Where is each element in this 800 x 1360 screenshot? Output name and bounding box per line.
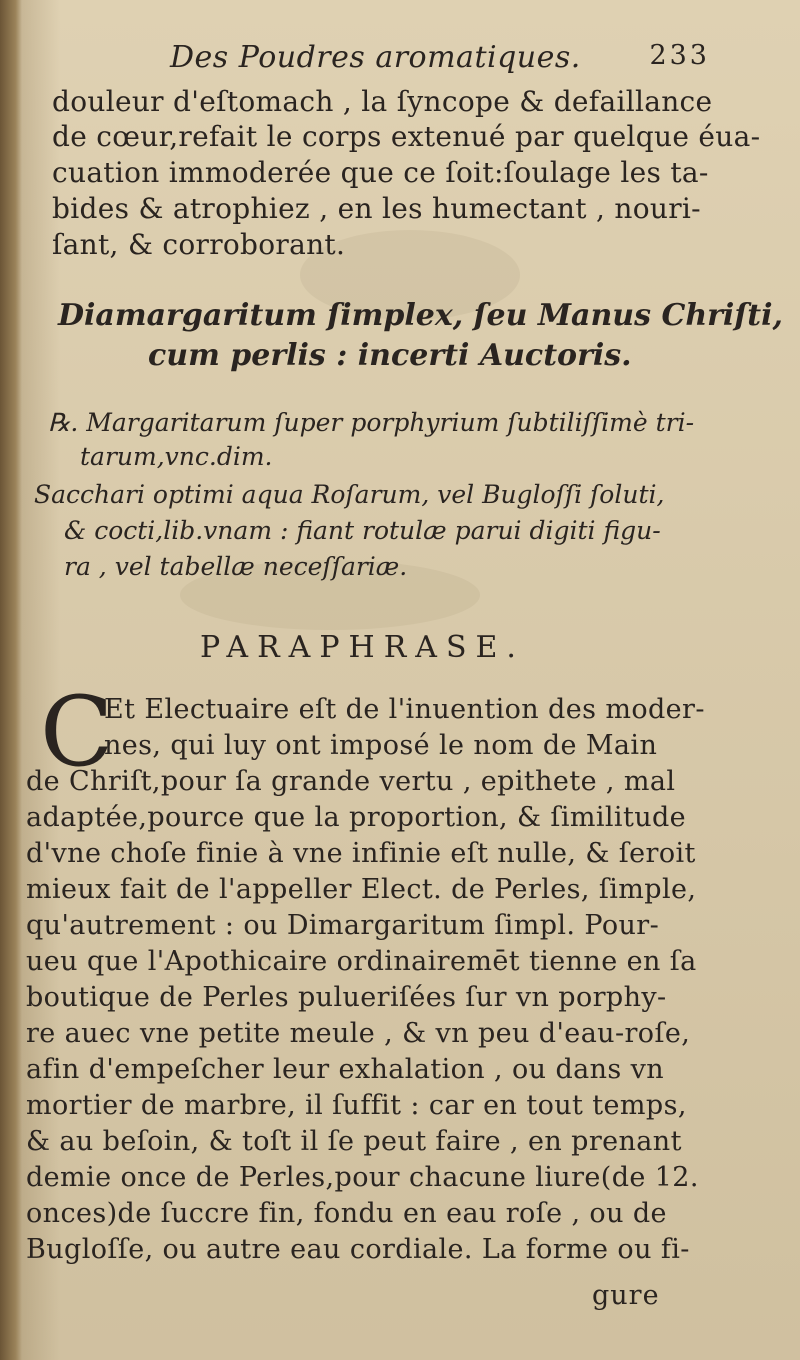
recipe-line: & cocti,lib.vnam : fiant rotulæ parui digiti figu- bbox=[64, 516, 661, 545]
body-line: nes, qui luy ont imposé le nom de Main bbox=[104, 730, 658, 761]
catchword: gure bbox=[592, 1280, 660, 1311]
body-line: Et Electuaire eſt de l'inuention des moder- bbox=[104, 694, 705, 725]
body-line: d'vne choſe finie à vne infinie eſt nulle, & ſeroit bbox=[26, 838, 696, 869]
body-line: demie once de Perles,pour chacune liure(de 12. bbox=[26, 1162, 699, 1193]
body-line: onces)de ſuccre fin, fondu en eau roſe , ou de bbox=[26, 1198, 667, 1229]
body-line: Bugloſſe, ou autre eau cordiale. La forme ou fi- bbox=[26, 1234, 690, 1265]
body-line: de Chriſt,pour ſa grande vertu , epithete , mal bbox=[26, 766, 676, 797]
recipe-line: tarum,vnc.dim. bbox=[80, 442, 273, 471]
body-line: afin d'empeſcher leur exhalation , ou dans vn bbox=[26, 1054, 665, 1085]
body-line: mieux fait de l'appeller Elect. de Perles, ſimple, bbox=[26, 874, 697, 905]
recipe-heading: Diamargaritum ſimplex, ſeu Manus Chriſti, bbox=[58, 298, 783, 333]
intro-line: bides & atrophiez , en les humectant , nouri- bbox=[52, 192, 701, 225]
running-head-title: Des Poudres aromatiques. bbox=[170, 40, 581, 75]
running-head bbox=[170, 40, 730, 80]
intro-line: cuation immoderée que ce ſoit:ſoulage les ta- bbox=[52, 156, 709, 189]
page-number: 233 bbox=[649, 40, 710, 71]
recipe-line: ℞. Margaritarum ſuper porphyrium ſubtiliſſimè tri- bbox=[48, 408, 695, 437]
gutter-shadow bbox=[0, 0, 22, 1360]
recipe-line: ra , vel tabellæ neceſſariæ. bbox=[64, 552, 408, 581]
body-line: ueu que l'Apothicaire ordinairemēt tienne en ſa bbox=[26, 946, 697, 977]
body-line: adaptée,pource que la proportion, & ſimilitude bbox=[26, 802, 687, 833]
recipe-subheading: cum perlis : incerti Auctoris. bbox=[148, 338, 632, 373]
body-line: & au beſoin, & toſt il ſe peut faire , en prenant bbox=[26, 1126, 682, 1157]
body-line: boutique de Perles pulueriſées ſur vn porphy- bbox=[26, 982, 667, 1013]
intro-line: douleur d'eſtomach , la ſyncope & defaillance bbox=[52, 85, 713, 118]
body-line: qu'autrement : ou Dimargaritum ſimpl. Pour- bbox=[26, 910, 660, 941]
intro-line: ſant, & corroborant. bbox=[52, 228, 346, 261]
body-line: mortier de marbre, il ſuffit : car en tout temps, bbox=[26, 1090, 687, 1121]
intro-line: de cœur,refait le corps extenué par quelque éua- bbox=[52, 120, 761, 153]
recipe-line: Sacchari optimi aqua Roſarum, vel Bugloſſi ſoluti, bbox=[34, 480, 665, 509]
body-line: re auec vne petite meule , & vn peu d'eau-roſe, bbox=[26, 1018, 691, 1049]
drop-cap: C bbox=[40, 676, 114, 788]
paraphrase-title: PARAPHRASE. bbox=[200, 630, 525, 665]
